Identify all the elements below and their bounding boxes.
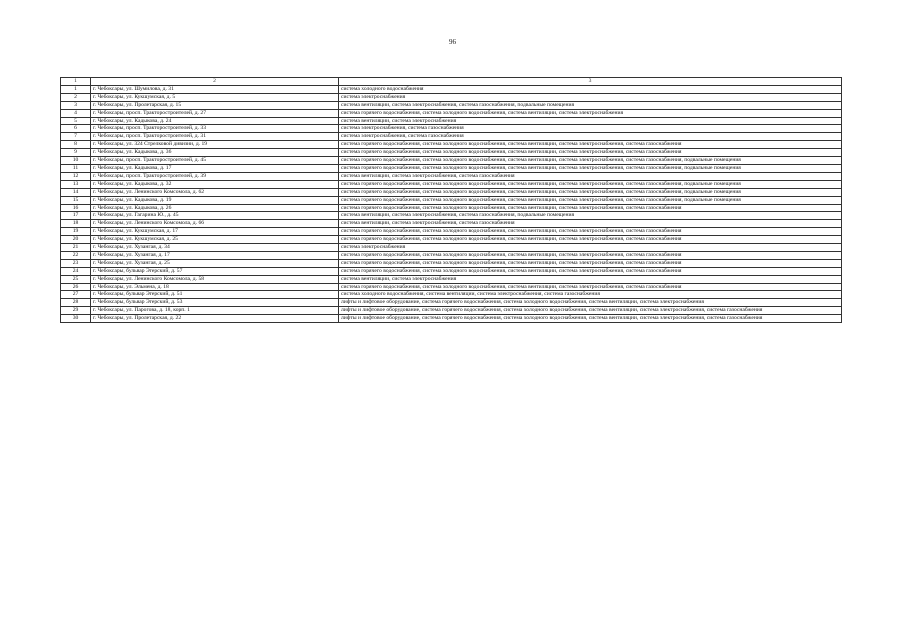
row-systems: лифты и лифтовое оборудование, система горячего водоснабжения, система холодного водоснабжения, система вентиляции, система электроснабжения [339,299,842,307]
row-address: г. Чебоксары, ул. Кадыкова, д. 26 [91,204,339,212]
row-address: г. Чебоксары, ул. Кадыкова, д. 24 [91,117,339,125]
row-address: г. Чебоксары, просп. Тракторостроителей, д. 33 [91,125,339,133]
objects-table [60,77,842,323]
row-systems: лифты и лифтовое оборудование, система горячего водоснабжения, система холодного водоснабжения, система вентиляции, система электроснабжения, система газоснабжения [339,307,842,315]
row-systems: система холодного водоснабжения, система вентиляции, система электроснабжения, система газоснабжения [339,291,842,299]
table-body [61,78,842,323]
header-col-2: 2 [91,78,339,86]
table-row [61,315,842,323]
row-systems: система электроснабжения [339,93,842,101]
row-systems: система горячего водоснабжения, система холодного водоснабжения, система вентиляции, система электроснабжения, система газоснабжения [339,141,842,149]
row-number: 9 [61,149,91,157]
table-row [61,157,842,165]
row-address: г. Чебоксары, ул. Гагарина Ю., д. 45 [91,212,339,220]
row-systems: система горячего водоснабжения, система холодного водоснабжения, система вентиляции, система электроснабжения, система газоснабжения [339,204,842,212]
row-address: г. Чебоксары, ул. Пролетарская, д. 22 [91,315,339,323]
table-row [61,275,842,283]
row-systems: система горячего водоснабжения, система холодного водоснабжения, система вентиляции, система электроснабжения, система газоснабжения [339,283,842,291]
row-systems: система горячего водоснабжения, система холодного водоснабжения, система вентиляции, система электроснабжения, система газоснабжения, подвальные помещения [339,157,842,165]
row-systems: система горячего водоснабжения, система холодного водоснабжения, система вентиляции, система электроснабжения, система газоснабжения, подвальные помещения [339,164,842,172]
table-row [61,220,842,228]
row-address: г. Чебоксары, ул. Кукшумская, д. 17 [91,228,339,236]
row-number: 12 [61,172,91,180]
row-systems: система электроснабжения, система газоснабжения [339,133,842,141]
table-row [61,101,842,109]
row-address: г. Чебоксары, ул. Хузангая, д. 17 [91,251,339,259]
row-systems: система горячего водоснабжения, система холодного водоснабжения, система вентиляции, система электроснабжения, система газоснабжения [339,267,842,275]
row-systems: система вентиляции, система электроснабжения [339,117,842,125]
row-address: г. Чебоксары, ул. Кадыкова, д. 19 [91,196,339,204]
row-number: 25 [61,275,91,283]
table-row [61,251,842,259]
table-row [61,172,842,180]
row-systems: система горячего водоснабжения, система холодного водоснабжения, система вентиляции, система электроснабжения, система газоснабжения [339,251,842,259]
page-number: 96 [449,38,456,46]
row-address: г. Чебоксары, ул. Ленинского Комсомола, д. 66 [91,220,339,228]
table-row [61,307,842,315]
row-address: г. Чебоксары, ул. 324 Стрелковой дивизии, д. 19 [91,141,339,149]
row-address: г. Чебоксары, бульвар Эгерский, д. 53 [91,299,339,307]
header-col-1: 1 [61,78,91,86]
row-number: 5 [61,117,91,125]
row-number: 11 [61,164,91,172]
table-row [61,299,842,307]
table-row [61,125,842,133]
table-row [61,236,842,244]
row-systems: система горячего водоснабжения, система холодного водоснабжения, система вентиляции, система электроснабжения, система газоснабжения [339,236,842,244]
row-systems: система горячего водоснабжения, система холодного водоснабжения, система вентиляции, система электроснабжения [339,109,842,117]
row-number: 8 [61,141,91,149]
row-number: 27 [61,291,91,299]
row-systems: система вентиляции, система электроснабжения, система газоснабжения [339,220,842,228]
table-row [61,291,842,299]
table-header-row [61,78,842,86]
table-row [61,204,842,212]
row-systems: система горячего водоснабжения, система холодного водоснабжения, система вентиляции, система электроснабжения, система газоснабжения, подвальные помещения [339,188,842,196]
row-address: г. Чебоксары, ул. Кадыкова, д. 36 [91,149,339,157]
row-address: г. Чебоксары, просп. Тракторостроителей, д. 39 [91,172,339,180]
row-systems: лифты и лифтовое оборудование, система горячего водоснабжения, система холодного водоснабжения, система вентиляции, система электроснабжения, система газоснабжения [339,315,842,323]
table-row [61,117,842,125]
row-systems: система горячего водоснабжения, система холодного водоснабжения, система вентиляции, система электроснабжения, система газоснабжения, подвальные помещения [339,180,842,188]
table-row [61,244,842,252]
row-address: г. Чебоксары, ул. Ленинского Комсомола, д. 58 [91,275,339,283]
row-number: 6 [61,125,91,133]
row-number: 4 [61,109,91,117]
table-row [61,283,842,291]
row-number: 2 [61,93,91,101]
table-row [61,133,842,141]
row-number: 10 [61,157,91,165]
row-address: г. Чебоксары, ул. Пролетарская, д. 15 [91,101,339,109]
row-address: г. Чебоксары, ул. Кукшумская, д. 5 [91,93,339,101]
row-systems: система вентиляции, система электроснабжения, система газоснабжения, подвальные помещения [339,212,842,220]
row-address: г. Чебоксары, ул. Эльмена, д. 18 [91,283,339,291]
row-number: 15 [61,196,91,204]
row-address: г. Чебоксары, бульвар Эгерский, д. 57 [91,267,339,275]
table-row [61,85,842,93]
row-number: 1 [61,85,91,93]
table-row [61,259,842,267]
row-number: 22 [61,251,91,259]
header-col-3: 3 [339,78,842,86]
row-address: г. Чебоксары, ул. Кадыкова, д. 32 [91,180,339,188]
row-number: 23 [61,259,91,267]
row-systems: система горячего водоснабжения, система холодного водоснабжения, система вентиляции, система электроснабжения, система газоснабжения, подвальные помещения [339,196,842,204]
row-systems: система горячего водоснабжения, система холодного водоснабжения, система вентиляции, система электроснабжения, система газоснабжения [339,228,842,236]
row-address: г. Чебоксары, ул. Парогова, д. 18, корп. 1 [91,307,339,315]
table-row [61,141,842,149]
row-address: г. Чебоксары, ул. Кадыкова, д. 17 [91,164,339,172]
row-number: 13 [61,180,91,188]
row-number: 16 [61,204,91,212]
row-number: 24 [61,267,91,275]
table-row [61,109,842,117]
row-number: 29 [61,307,91,315]
row-number: 7 [61,133,91,141]
row-systems: система горячего водоснабжения, система холодного водоснабжения, система вентиляции, система электроснабжения, система газоснабжения [339,149,842,157]
row-number: 18 [61,220,91,228]
row-number: 21 [61,244,91,252]
row-systems: система электроснабжения, система газоснабжения [339,125,842,133]
row-number: 19 [61,228,91,236]
table-row [61,267,842,275]
row-systems: система электроснабжения [339,244,842,252]
row-address: г. Чебоксары, просп. Тракторостроителей, д. 31 [91,133,339,141]
table-row [61,196,842,204]
row-number: 26 [61,283,91,291]
row-number: 20 [61,236,91,244]
row-systems: система вентиляции, система электроснабжения, система газоснабжения [339,172,842,180]
row-address: г. Чебоксары, бульвар Эгерский, д. 51 [91,291,339,299]
row-address: г. Чебоксары, ул. Шумилова, д. 31 [91,85,339,93]
row-address: г. Чебоксары, ул. Хузангая, д. 34 [91,244,339,252]
table-row [61,228,842,236]
row-address: г. Чебоксары, ул. Кукшумская, д. 25 [91,236,339,244]
table-row [61,149,842,157]
row-systems: система вентиляции, система электроснабжения [339,275,842,283]
row-address: г. Чебоксары, просп. Тракторостроителей, д. 27 [91,109,339,117]
row-address: г. Чебоксары, ул. Хузангая, д. 25 [91,259,339,267]
table-row [61,164,842,172]
row-number: 30 [61,315,91,323]
row-address: г. Чебоксары, ул. Ленинского Комсомола, д. 62 [91,188,339,196]
row-address: г. Чебоксары, просп. Тракторостроителей, д. 45 [91,157,339,165]
row-number: 28 [61,299,91,307]
table-row [61,180,842,188]
table-row [61,93,842,101]
row-number: 3 [61,101,91,109]
row-number: 14 [61,188,91,196]
table-row [61,212,842,220]
row-systems: система холодного водоснабжения [339,85,842,93]
row-systems: система вентиляции, система электроснабжения, система газоснабжения, подвальные помещения [339,101,842,109]
row-systems: система горячего водоснабжения, система холодного водоснабжения, система вентиляции, система электроснабжения, система газоснабжения [339,259,842,267]
table-row [61,188,842,196]
row-number: 17 [61,212,91,220]
